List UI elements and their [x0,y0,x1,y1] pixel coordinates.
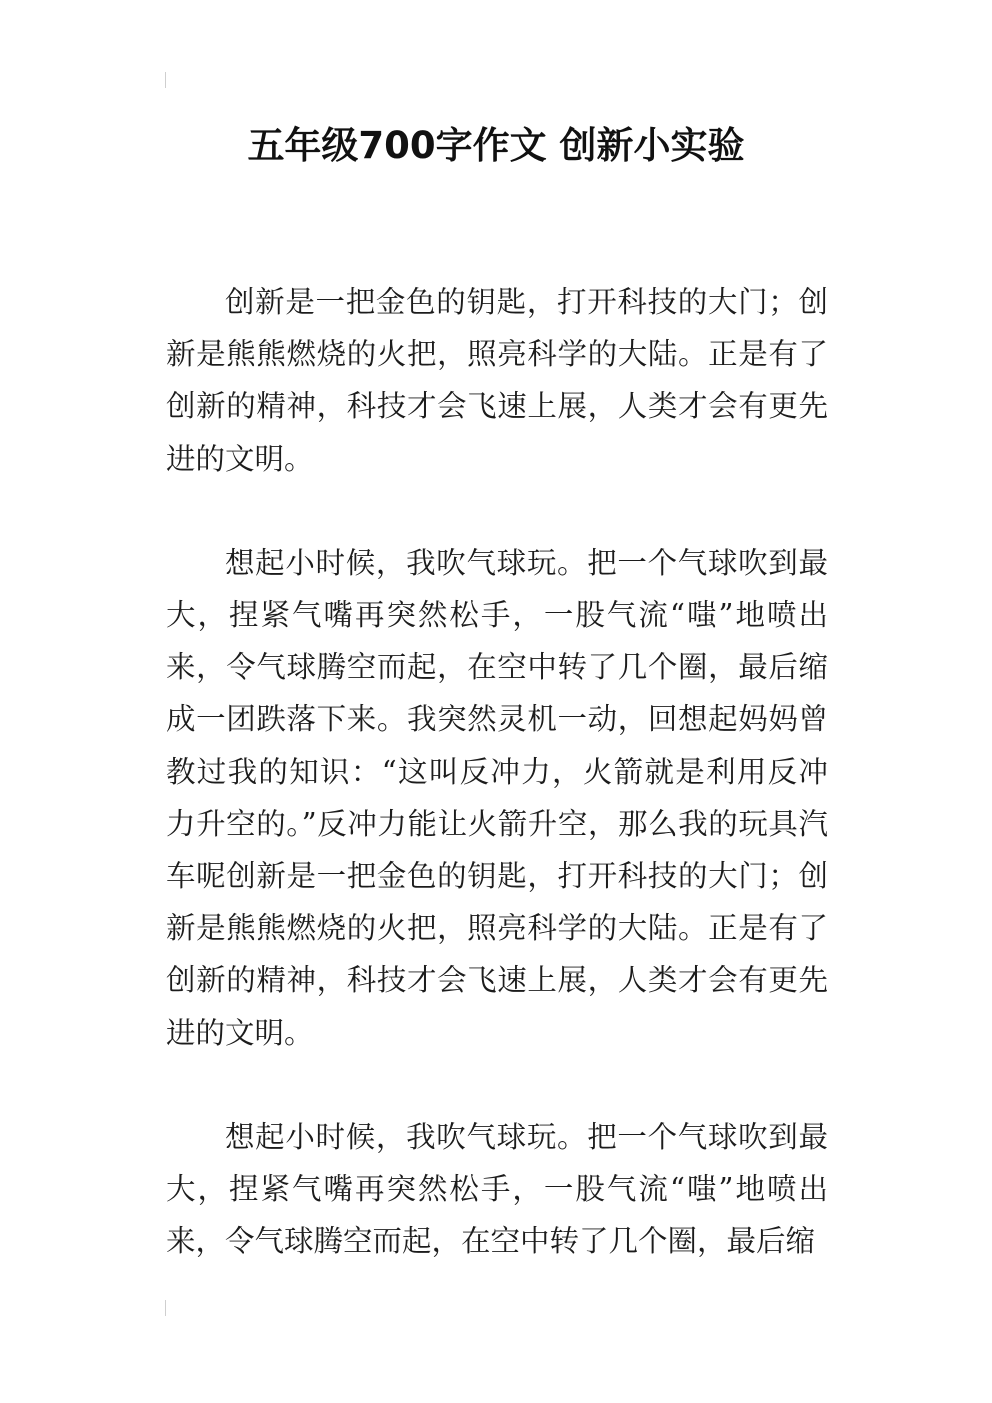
paragraph-1: 创新是一把金色的钥匙，打开科技的大门；创新是熊熊燃烧的火把，照亮科学的大陆。正是有了创新的精神，科技才会飞速上展，人类才会有更先进的文明。 [166,285,828,476]
paragraph-3: 想起小时候，我吹气球玩。把一个气球吹到最大，捏紧气嘴再突然松手，一股气流“嗤”地喷出来，令气球腾空而起，在空中转了几个圈，最后缩 [166,1119,828,1259]
essay-body [166,276,828,1267]
crop-mark-top [165,72,166,88]
crop-mark-bottom [165,1300,166,1316]
page-title: 五年级700字作文 创新小实验 [247,124,745,167]
paragraph-2: 想起小时候，我吹气球玩。把一个气球吹到最大，捏紧气嘴再突然松手，一股气流“嗤”地喷出来，令气球腾空而起，在空中转了几个圈，最后缩成一团跌落下来。我突然灵机一动，回想起妈妈曾教过我的知识：“这叫反冲力，火箭就是利用反冲力升空的。”反冲力能让火箭升空，那么我的玩具汽车呢创新是一把金色的钥匙，打开科技的大门；创新是熊熊燃烧的火把，照亮科学的大陆。正是有了创新的精神，科技才会飞速上展，人类才会有更先进的文明。 [166,545,828,1050]
